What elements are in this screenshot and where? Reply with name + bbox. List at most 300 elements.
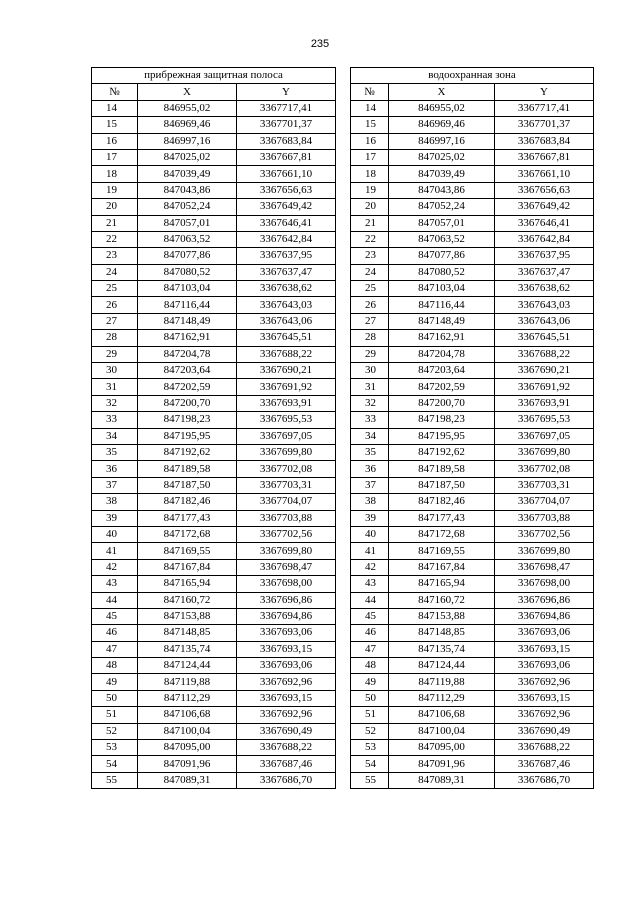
left-y-coordinate-cell: 3367693,15 bbox=[237, 690, 336, 706]
table-gap bbox=[336, 576, 351, 592]
table-gap bbox=[336, 592, 351, 608]
right-point-number-cell: 28 bbox=[351, 330, 389, 346]
table-row bbox=[92, 412, 594, 428]
table-gap bbox=[336, 281, 351, 297]
left-x-coordinate-cell: 847091,96 bbox=[138, 756, 237, 772]
left-y-coordinate-cell: 3367688,22 bbox=[237, 740, 336, 756]
column-header-y: Y bbox=[495, 84, 594, 100]
right-point-number-cell: 54 bbox=[351, 756, 389, 772]
table-row bbox=[92, 543, 594, 559]
right-point-number-cell: 24 bbox=[351, 264, 389, 280]
left-point-number-cell: 30 bbox=[92, 363, 138, 379]
table-gap bbox=[336, 526, 351, 542]
right-point-number-cell: 48 bbox=[351, 658, 389, 674]
left-point-number-cell: 33 bbox=[92, 412, 138, 428]
right-x-coordinate-cell: 847135,74 bbox=[389, 641, 495, 657]
left-y-coordinate-cell: 3367692,96 bbox=[237, 674, 336, 690]
right-x-coordinate-cell: 847077,86 bbox=[389, 248, 495, 264]
right-x-coordinate-cell: 847148,85 bbox=[389, 625, 495, 641]
left-y-coordinate-cell: 3367703,31 bbox=[237, 477, 336, 493]
table-gap bbox=[336, 100, 351, 116]
right-y-coordinate-cell: 3367690,21 bbox=[495, 363, 594, 379]
right-point-number-cell: 42 bbox=[351, 559, 389, 575]
right-point-number-cell: 29 bbox=[351, 346, 389, 362]
left-point-number-cell: 18 bbox=[92, 166, 138, 182]
table-gap bbox=[336, 723, 351, 739]
left-x-coordinate-cell: 847169,55 bbox=[138, 543, 237, 559]
right-point-number-cell: 15 bbox=[351, 117, 389, 133]
left-point-number-cell: 51 bbox=[92, 707, 138, 723]
right-y-coordinate-cell: 3367702,56 bbox=[495, 526, 594, 542]
left-table-title: прибрежная защитная полоса bbox=[92, 68, 336, 84]
left-x-coordinate-cell: 847052,24 bbox=[138, 199, 237, 215]
right-point-number-cell: 17 bbox=[351, 149, 389, 165]
table-gap bbox=[336, 510, 351, 526]
table-gap bbox=[336, 330, 351, 346]
left-y-coordinate-cell: 3367692,96 bbox=[237, 707, 336, 723]
left-x-coordinate-cell: 847116,44 bbox=[138, 297, 237, 313]
table-row bbox=[92, 658, 594, 674]
table-row bbox=[92, 199, 594, 215]
left-x-coordinate-cell: 847148,49 bbox=[138, 313, 237, 329]
table-gap bbox=[336, 297, 351, 313]
table-row bbox=[92, 182, 594, 198]
left-y-coordinate-cell: 3367702,56 bbox=[237, 526, 336, 542]
left-x-coordinate-cell: 847100,04 bbox=[138, 723, 237, 739]
table-row bbox=[92, 559, 594, 575]
right-x-coordinate-cell: 847182,46 bbox=[389, 494, 495, 510]
right-y-coordinate-cell: 3367638,62 bbox=[495, 281, 594, 297]
right-y-coordinate-cell: 3367696,86 bbox=[495, 592, 594, 608]
table-row bbox=[92, 494, 594, 510]
left-x-coordinate-cell: 847106,68 bbox=[138, 707, 237, 723]
right-x-coordinate-cell: 847148,49 bbox=[389, 313, 495, 329]
table-row bbox=[92, 395, 594, 411]
left-point-number-cell: 52 bbox=[92, 723, 138, 739]
left-point-number-cell: 39 bbox=[92, 510, 138, 526]
right-x-coordinate-cell: 847204,78 bbox=[389, 346, 495, 362]
left-y-coordinate-cell: 3367642,84 bbox=[237, 231, 336, 247]
left-x-coordinate-cell: 846969,46 bbox=[138, 117, 237, 133]
right-point-number-cell: 44 bbox=[351, 592, 389, 608]
left-x-coordinate-cell: 847039,49 bbox=[138, 166, 237, 182]
right-y-coordinate-cell: 3367703,88 bbox=[495, 510, 594, 526]
right-y-coordinate-cell: 3367695,53 bbox=[495, 412, 594, 428]
left-y-coordinate-cell: 3367687,46 bbox=[237, 756, 336, 772]
table-gap bbox=[336, 772, 351, 788]
table-gap bbox=[336, 444, 351, 460]
table-gap bbox=[336, 756, 351, 772]
right-point-number-cell: 37 bbox=[351, 477, 389, 493]
left-y-coordinate-cell: 3367703,88 bbox=[237, 510, 336, 526]
left-point-number-cell: 53 bbox=[92, 740, 138, 756]
left-x-coordinate-cell: 847187,50 bbox=[138, 477, 237, 493]
table-row bbox=[92, 313, 594, 329]
left-point-number-cell: 38 bbox=[92, 494, 138, 510]
table-row bbox=[92, 100, 594, 116]
left-y-coordinate-cell: 3367690,49 bbox=[237, 723, 336, 739]
right-point-number-cell: 47 bbox=[351, 641, 389, 657]
table-gap bbox=[336, 707, 351, 723]
right-x-coordinate-cell: 847198,23 bbox=[389, 412, 495, 428]
right-point-number-cell: 43 bbox=[351, 576, 389, 592]
left-x-coordinate-cell: 847189,58 bbox=[138, 461, 237, 477]
table-row bbox=[92, 723, 594, 739]
right-point-number-cell: 39 bbox=[351, 510, 389, 526]
table-row bbox=[92, 592, 594, 608]
table-row bbox=[92, 264, 594, 280]
left-y-coordinate-cell: 3367683,84 bbox=[237, 133, 336, 149]
right-y-coordinate-cell: 3367691,92 bbox=[495, 379, 594, 395]
table-row bbox=[92, 346, 594, 362]
right-x-coordinate-cell: 847106,68 bbox=[389, 707, 495, 723]
right-y-coordinate-cell: 3367699,80 bbox=[495, 543, 594, 559]
left-point-number-cell: 41 bbox=[92, 543, 138, 559]
left-x-coordinate-cell: 847202,59 bbox=[138, 379, 237, 395]
right-point-number-cell: 50 bbox=[351, 690, 389, 706]
left-x-coordinate-cell: 847095,00 bbox=[138, 740, 237, 756]
right-x-coordinate-cell: 847169,55 bbox=[389, 543, 495, 559]
right-y-coordinate-cell: 3367649,42 bbox=[495, 199, 594, 215]
table-row bbox=[92, 363, 594, 379]
table-row bbox=[92, 772, 594, 788]
right-y-coordinate-cell: 3367693,15 bbox=[495, 690, 594, 706]
table-row bbox=[92, 526, 594, 542]
right-point-number-cell: 41 bbox=[351, 543, 389, 559]
table-gap bbox=[336, 199, 351, 215]
table-gap bbox=[336, 740, 351, 756]
left-x-coordinate-cell: 847177,43 bbox=[138, 510, 237, 526]
right-x-coordinate-cell: 847160,72 bbox=[389, 592, 495, 608]
right-x-coordinate-cell: 847177,43 bbox=[389, 510, 495, 526]
right-point-number-cell: 20 bbox=[351, 199, 389, 215]
right-y-coordinate-cell: 3367701,37 bbox=[495, 117, 594, 133]
right-point-number-cell: 25 bbox=[351, 281, 389, 297]
table-gap bbox=[336, 363, 351, 379]
right-y-coordinate-cell: 3367683,84 bbox=[495, 133, 594, 149]
left-x-coordinate-cell: 847089,31 bbox=[138, 772, 237, 788]
left-x-coordinate-cell: 847172,68 bbox=[138, 526, 237, 542]
left-x-coordinate-cell: 847192,62 bbox=[138, 444, 237, 460]
left-y-coordinate-cell: 3367649,42 bbox=[237, 199, 336, 215]
left-point-number-cell: 54 bbox=[92, 756, 138, 772]
table-gap bbox=[336, 248, 351, 264]
table-gap bbox=[336, 428, 351, 444]
right-point-number-cell: 49 bbox=[351, 674, 389, 690]
right-x-coordinate-cell: 846955,02 bbox=[389, 100, 495, 116]
right-point-number-cell: 23 bbox=[351, 248, 389, 264]
table-gap bbox=[336, 412, 351, 428]
left-y-coordinate-cell: 3367645,51 bbox=[237, 330, 336, 346]
table-row bbox=[92, 166, 594, 182]
table-gap bbox=[336, 84, 351, 100]
right-x-coordinate-cell: 847124,44 bbox=[389, 658, 495, 674]
left-y-coordinate-cell: 3367638,62 bbox=[237, 281, 336, 297]
table-gap bbox=[336, 395, 351, 411]
left-y-coordinate-cell: 3367690,21 bbox=[237, 363, 336, 379]
right-point-number-cell: 27 bbox=[351, 313, 389, 329]
right-y-coordinate-cell: 3367697,05 bbox=[495, 428, 594, 444]
right-y-coordinate-cell: 3367646,41 bbox=[495, 215, 594, 231]
left-point-number-cell: 15 bbox=[92, 117, 138, 133]
table-row bbox=[92, 674, 594, 690]
left-point-number-cell: 36 bbox=[92, 461, 138, 477]
right-y-coordinate-cell: 3367688,22 bbox=[495, 346, 594, 362]
left-x-coordinate-cell: 847204,78 bbox=[138, 346, 237, 362]
left-x-coordinate-cell: 847119,88 bbox=[138, 674, 237, 690]
left-x-coordinate-cell: 847025,02 bbox=[138, 149, 237, 165]
left-x-coordinate-cell: 847080,52 bbox=[138, 264, 237, 280]
right-x-coordinate-cell: 847200,70 bbox=[389, 395, 495, 411]
left-point-number-cell: 34 bbox=[92, 428, 138, 444]
table-row bbox=[92, 149, 594, 165]
table-gap bbox=[336, 674, 351, 690]
left-y-coordinate-cell: 3367686,70 bbox=[237, 772, 336, 788]
table-gap bbox=[336, 461, 351, 477]
table-gap bbox=[336, 264, 351, 280]
right-y-coordinate-cell: 3367642,84 bbox=[495, 231, 594, 247]
table-row bbox=[92, 576, 594, 592]
right-y-coordinate-cell: 3367687,46 bbox=[495, 756, 594, 772]
table-gap bbox=[336, 379, 351, 395]
table-gap bbox=[336, 608, 351, 624]
left-y-coordinate-cell: 3367694,86 bbox=[237, 608, 336, 624]
right-y-coordinate-cell: 3367698,00 bbox=[495, 576, 594, 592]
left-x-coordinate-cell: 847135,74 bbox=[138, 641, 237, 657]
right-y-coordinate-cell: 3367656,63 bbox=[495, 182, 594, 198]
right-x-coordinate-cell: 847091,96 bbox=[389, 756, 495, 772]
left-point-number-cell: 32 bbox=[92, 395, 138, 411]
right-x-coordinate-cell: 847043,86 bbox=[389, 182, 495, 198]
left-y-coordinate-cell: 3367693,06 bbox=[237, 658, 336, 674]
right-y-coordinate-cell: 3367693,15 bbox=[495, 641, 594, 657]
left-x-coordinate-cell: 847203,64 bbox=[138, 363, 237, 379]
right-point-number-cell: 18 bbox=[351, 166, 389, 182]
left-point-number-cell: 19 bbox=[92, 182, 138, 198]
right-y-coordinate-cell: 3367667,81 bbox=[495, 149, 594, 165]
right-point-number-cell: 53 bbox=[351, 740, 389, 756]
right-y-coordinate-cell: 3367693,91 bbox=[495, 395, 594, 411]
table-row bbox=[92, 379, 594, 395]
table-row bbox=[92, 608, 594, 624]
table-gap bbox=[336, 182, 351, 198]
table-gap bbox=[336, 313, 351, 329]
left-y-coordinate-cell: 3367688,22 bbox=[237, 346, 336, 362]
right-point-number-cell: 55 bbox=[351, 772, 389, 788]
table-row bbox=[92, 461, 594, 477]
column-header-x: X bbox=[389, 84, 495, 100]
left-y-coordinate-cell: 3367699,80 bbox=[237, 543, 336, 559]
left-point-number-cell: 26 bbox=[92, 297, 138, 313]
column-header-y: Y bbox=[237, 84, 336, 100]
left-y-coordinate-cell: 3367637,47 bbox=[237, 264, 336, 280]
left-point-number-cell: 43 bbox=[92, 576, 138, 592]
right-x-coordinate-cell: 846969,46 bbox=[389, 117, 495, 133]
left-point-number-cell: 21 bbox=[92, 215, 138, 231]
right-y-coordinate-cell: 3367690,49 bbox=[495, 723, 594, 739]
left-y-coordinate-cell: 3367702,08 bbox=[237, 461, 336, 477]
left-point-number-cell: 29 bbox=[92, 346, 138, 362]
right-y-coordinate-cell: 3367692,96 bbox=[495, 707, 594, 723]
right-point-number-cell: 14 bbox=[351, 100, 389, 116]
left-y-coordinate-cell: 3367695,53 bbox=[237, 412, 336, 428]
left-y-coordinate-cell: 3367701,37 bbox=[237, 117, 336, 133]
page-number: 235 bbox=[310, 38, 330, 50]
table-row bbox=[92, 625, 594, 641]
right-point-number-cell: 19 bbox=[351, 182, 389, 198]
left-y-coordinate-cell: 3367698,00 bbox=[237, 576, 336, 592]
right-point-number-cell: 30 bbox=[351, 363, 389, 379]
table-row bbox=[92, 281, 594, 297]
left-y-coordinate-cell: 3367661,10 bbox=[237, 166, 336, 182]
left-point-number-cell: 24 bbox=[92, 264, 138, 280]
left-x-coordinate-cell: 847162,91 bbox=[138, 330, 237, 346]
left-y-coordinate-cell: 3367637,95 bbox=[237, 248, 336, 264]
table-gap bbox=[336, 68, 351, 84]
right-x-coordinate-cell: 847089,31 bbox=[389, 772, 495, 788]
left-x-coordinate-cell: 847057,01 bbox=[138, 215, 237, 231]
right-x-coordinate-cell: 847112,29 bbox=[389, 690, 495, 706]
left-point-number-cell: 49 bbox=[92, 674, 138, 690]
table-gap bbox=[336, 346, 351, 362]
left-x-coordinate-cell: 847160,72 bbox=[138, 592, 237, 608]
table-row bbox=[92, 740, 594, 756]
table-title-row bbox=[92, 68, 594, 84]
right-x-coordinate-cell: 847202,59 bbox=[389, 379, 495, 395]
right-x-coordinate-cell: 847153,88 bbox=[389, 608, 495, 624]
left-y-coordinate-cell: 3367693,15 bbox=[237, 641, 336, 657]
right-point-number-cell: 34 bbox=[351, 428, 389, 444]
table-row bbox=[92, 477, 594, 493]
table-gap bbox=[336, 166, 351, 182]
table-row bbox=[92, 215, 594, 231]
right-point-number-cell: 40 bbox=[351, 526, 389, 542]
left-point-number-cell: 22 bbox=[92, 231, 138, 247]
right-x-coordinate-cell: 847057,01 bbox=[389, 215, 495, 231]
right-y-coordinate-cell: 3367693,06 bbox=[495, 658, 594, 674]
left-point-number-cell: 44 bbox=[92, 592, 138, 608]
right-y-coordinate-cell: 3367688,22 bbox=[495, 740, 594, 756]
right-y-coordinate-cell: 3367702,08 bbox=[495, 461, 594, 477]
table-gap bbox=[336, 641, 351, 657]
left-point-number-cell: 28 bbox=[92, 330, 138, 346]
right-x-coordinate-cell: 847100,04 bbox=[389, 723, 495, 739]
right-y-coordinate-cell: 3367693,06 bbox=[495, 625, 594, 641]
column-header-number: № bbox=[92, 84, 138, 100]
right-y-coordinate-cell: 3367698,47 bbox=[495, 559, 594, 575]
table-row bbox=[92, 330, 594, 346]
right-x-coordinate-cell: 847162,91 bbox=[389, 330, 495, 346]
table-row bbox=[92, 297, 594, 313]
left-x-coordinate-cell: 847112,29 bbox=[138, 690, 237, 706]
right-y-coordinate-cell: 3367704,07 bbox=[495, 494, 594, 510]
left-y-coordinate-cell: 3367667,81 bbox=[237, 149, 336, 165]
left-x-coordinate-cell: 847165,94 bbox=[138, 576, 237, 592]
left-x-coordinate-cell: 846997,16 bbox=[138, 133, 237, 149]
right-x-coordinate-cell: 847025,02 bbox=[389, 149, 495, 165]
left-x-coordinate-cell: 847195,95 bbox=[138, 428, 237, 444]
left-point-number-cell: 55 bbox=[92, 772, 138, 788]
table-row bbox=[92, 117, 594, 133]
right-x-coordinate-cell: 847189,58 bbox=[389, 461, 495, 477]
right-x-coordinate-cell: 847167,84 bbox=[389, 559, 495, 575]
left-y-coordinate-cell: 3367693,91 bbox=[237, 395, 336, 411]
right-x-coordinate-cell: 847063,52 bbox=[389, 231, 495, 247]
right-point-number-cell: 31 bbox=[351, 379, 389, 395]
left-y-coordinate-cell: 3367656,63 bbox=[237, 182, 336, 198]
table-body bbox=[92, 100, 594, 788]
table-gap bbox=[336, 117, 351, 133]
left-x-coordinate-cell: 847148,85 bbox=[138, 625, 237, 641]
right-x-coordinate-cell: 847195,95 bbox=[389, 428, 495, 444]
right-y-coordinate-cell: 3367699,80 bbox=[495, 444, 594, 460]
left-y-coordinate-cell: 3367697,05 bbox=[237, 428, 336, 444]
right-y-coordinate-cell: 3367694,86 bbox=[495, 608, 594, 624]
table-row bbox=[92, 690, 594, 706]
left-point-number-cell: 40 bbox=[92, 526, 138, 542]
left-point-number-cell: 46 bbox=[92, 625, 138, 641]
left-y-coordinate-cell: 3367693,06 bbox=[237, 625, 336, 641]
right-y-coordinate-cell: 3367637,47 bbox=[495, 264, 594, 280]
left-x-coordinate-cell: 847124,44 bbox=[138, 658, 237, 674]
right-y-coordinate-cell: 3367692,96 bbox=[495, 674, 594, 690]
right-x-coordinate-cell: 847116,44 bbox=[389, 297, 495, 313]
right-point-number-cell: 33 bbox=[351, 412, 389, 428]
left-y-coordinate-cell: 3367717,41 bbox=[237, 100, 336, 116]
table-row bbox=[92, 510, 594, 526]
left-y-coordinate-cell: 3367698,47 bbox=[237, 559, 336, 575]
table-gap bbox=[336, 625, 351, 641]
left-point-number-cell: 31 bbox=[92, 379, 138, 395]
right-x-coordinate-cell: 847103,04 bbox=[389, 281, 495, 297]
right-point-number-cell: 45 bbox=[351, 608, 389, 624]
right-x-coordinate-cell: 847052,24 bbox=[389, 199, 495, 215]
right-y-coordinate-cell: 3367643,03 bbox=[495, 297, 594, 313]
left-y-coordinate-cell: 3367643,03 bbox=[237, 297, 336, 313]
right-point-number-cell: 16 bbox=[351, 133, 389, 149]
left-point-number-cell: 37 bbox=[92, 477, 138, 493]
left-y-coordinate-cell: 3367691,92 bbox=[237, 379, 336, 395]
right-point-number-cell: 38 bbox=[351, 494, 389, 510]
right-x-coordinate-cell: 846997,16 bbox=[389, 133, 495, 149]
left-point-number-cell: 16 bbox=[92, 133, 138, 149]
coordinates-table bbox=[91, 67, 594, 789]
right-x-coordinate-cell: 847165,94 bbox=[389, 576, 495, 592]
left-x-coordinate-cell: 847043,86 bbox=[138, 182, 237, 198]
left-point-number-cell: 14 bbox=[92, 100, 138, 116]
left-x-coordinate-cell: 847103,04 bbox=[138, 281, 237, 297]
table-gap bbox=[336, 543, 351, 559]
left-point-number-cell: 20 bbox=[92, 199, 138, 215]
left-point-number-cell: 48 bbox=[92, 658, 138, 674]
right-y-coordinate-cell: 3367637,95 bbox=[495, 248, 594, 264]
right-y-coordinate-cell: 3367703,31 bbox=[495, 477, 594, 493]
table-row bbox=[92, 133, 594, 149]
table-gap bbox=[336, 133, 351, 149]
right-table-title: водоохранная зона bbox=[351, 68, 594, 84]
right-point-number-cell: 52 bbox=[351, 723, 389, 739]
left-x-coordinate-cell: 847153,88 bbox=[138, 608, 237, 624]
table-gap bbox=[336, 690, 351, 706]
left-point-number-cell: 23 bbox=[92, 248, 138, 264]
table-row bbox=[92, 641, 594, 657]
table-gap bbox=[336, 494, 351, 510]
table-gap bbox=[336, 658, 351, 674]
left-point-number-cell: 45 bbox=[92, 608, 138, 624]
right-point-number-cell: 26 bbox=[351, 297, 389, 313]
right-y-coordinate-cell: 3367717,41 bbox=[495, 100, 594, 116]
right-y-coordinate-cell: 3367686,70 bbox=[495, 772, 594, 788]
